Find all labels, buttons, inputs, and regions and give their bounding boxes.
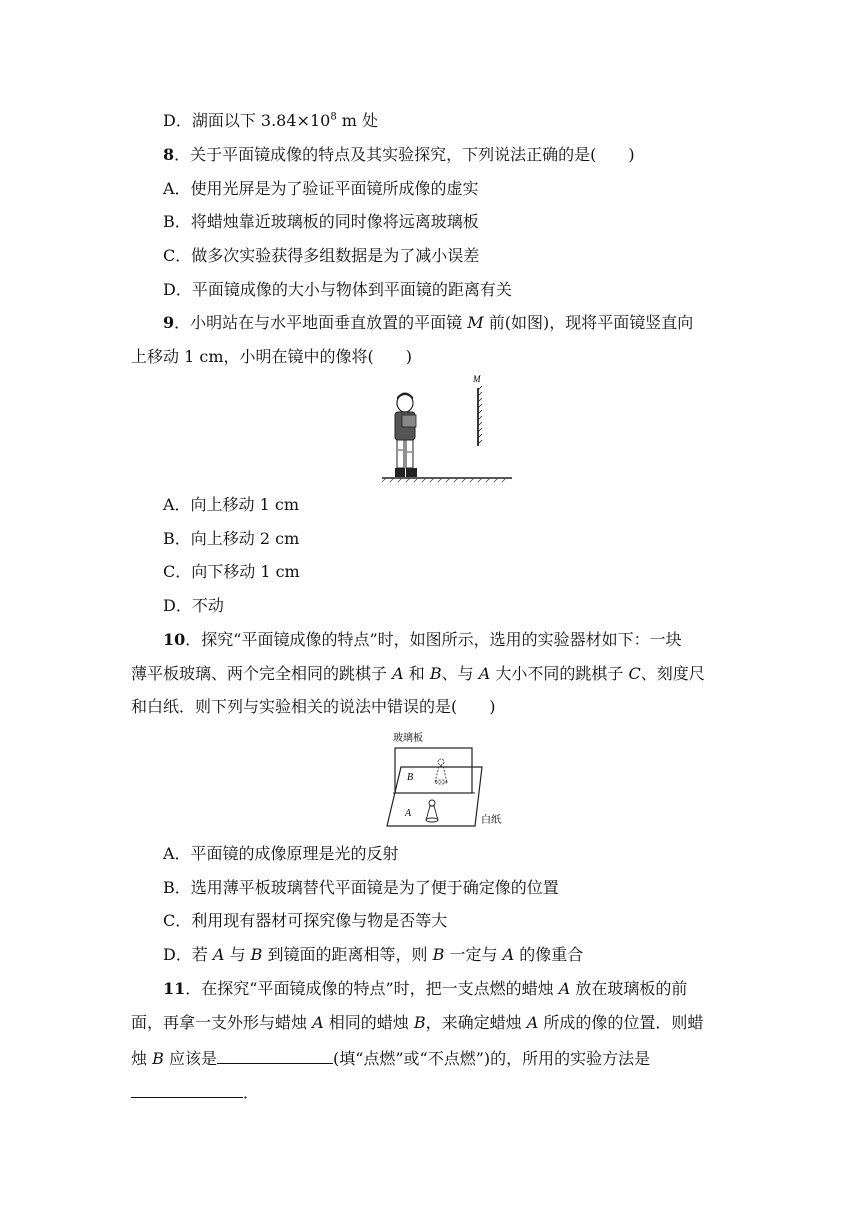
q11-l4-end: ． bbox=[243, 1083, 260, 1102]
label-a: A bbox=[405, 808, 412, 819]
paper-label: 白纸 bbox=[481, 815, 501, 826]
q10-d-4: 一定与 bbox=[444, 945, 503, 964]
q7-option-d-text: D．湖面以下 3.84×10 bbox=[163, 111, 331, 130]
q7-option-d-unit: m 处 bbox=[336, 111, 379, 130]
q10-option-b: B．选用薄平板玻璃替代平面镜是为了便于确定像的位置 bbox=[163, 878, 559, 897]
mirror-label: M bbox=[473, 374, 481, 384]
q10-var-b: B bbox=[429, 664, 442, 683]
q11-l3c: (填“点燃”或“不点燃”)的，所用的实验方法是 bbox=[332, 1049, 651, 1068]
q7-option-d-exponent: 8 bbox=[330, 111, 337, 123]
q7-option-d bbox=[163, 111, 378, 131]
q11-var-a-3: A bbox=[526, 1013, 539, 1032]
q11-var-a: A bbox=[558, 979, 571, 998]
q8-number: 8 bbox=[163, 145, 175, 164]
q11-l1a: ．在探究“平面镜成像的特点”时，把一支点燃的蜡烛 bbox=[185, 979, 559, 998]
q11-var-b: B bbox=[413, 1013, 426, 1032]
q11-stem-line2 bbox=[131, 1013, 703, 1033]
q9-option-c: C．向下移动 1 cm bbox=[163, 562, 300, 581]
q10-number: 10 bbox=[163, 630, 186, 649]
q10-l2d: 大小不同的跳棋子 bbox=[490, 664, 629, 683]
q11-var-b-2: B bbox=[152, 1049, 164, 1068]
q9-option-d: D．不动 bbox=[163, 596, 224, 615]
q10-d-3: 到镜面的距离相等，则 bbox=[262, 945, 433, 964]
q11-l2d: 所成的像的位置．则蜡 bbox=[538, 1013, 704, 1032]
q9-stem-line2: 上移动 1 cm，小明在镜中的像将( ) bbox=[131, 347, 412, 366]
q9-option-b: B．向上移动 2 cm bbox=[163, 529, 300, 548]
q10-l2a: 薄平板玻璃、两个完全相同的跳棋子 bbox=[131, 664, 393, 683]
q10-figure-glass-setup bbox=[385, 728, 515, 830]
q10-var-a2: A bbox=[478, 664, 491, 683]
q10-d-5: 的像重合 bbox=[514, 945, 584, 964]
q11-stem-line1 bbox=[163, 979, 687, 999]
q10-d-var-b: B bbox=[250, 945, 263, 964]
q11-stem-line3 bbox=[131, 1047, 650, 1069]
glass-label: 玻璃板 bbox=[393, 733, 423, 744]
q11-number: 11 bbox=[163, 979, 186, 998]
q10-var-c: C bbox=[628, 664, 641, 683]
q9-stem-line1 bbox=[163, 313, 693, 333]
q10-stem-line2 bbox=[131, 664, 705, 684]
q8-option-c: C．做多次实验获得多组数据是为了减小误差 bbox=[163, 246, 480, 265]
q10-l2c: 、与 bbox=[441, 664, 479, 683]
q9-stem-a: ．小明站在与水平地面垂直放置的平面镜 bbox=[174, 313, 468, 332]
q11-l2c: ，来确定蜡烛 bbox=[425, 1013, 527, 1032]
q8-option-a: A．使用光屏是为了验证平面镜所成像的虚实 bbox=[163, 179, 479, 198]
q10-d-var-a2: A bbox=[502, 945, 515, 964]
q10-d-var-a: A bbox=[212, 945, 225, 964]
q8-option-b: B．将蜡烛靠近玻璃板的同时像将远离玻璃板 bbox=[163, 212, 479, 231]
q10-stem-line1 bbox=[163, 630, 682, 650]
mirror-icon bbox=[478, 386, 482, 446]
piece-a-icon bbox=[426, 800, 438, 822]
q10-d-var-b2: B bbox=[432, 945, 445, 964]
q10-stem-line3: 和白纸．则下列与实验相关的说法中错误的是( ) bbox=[131, 697, 496, 716]
q11-l3b: 应该是 bbox=[163, 1049, 217, 1068]
q10-option-c: C．利用现有器材可探究像与物是否等大 bbox=[163, 911, 448, 930]
q9-stem-mirror-var: M bbox=[467, 313, 484, 332]
q10-var-a: A bbox=[392, 664, 404, 683]
q9-figure-person-mirror bbox=[378, 370, 518, 485]
answer-blank-1[interactable] bbox=[217, 1047, 333, 1064]
q10-option-a: A．平面镜的成像原理是光的反射 bbox=[163, 844, 399, 863]
answer-blank-2[interactable] bbox=[131, 1081, 243, 1098]
q9-number: 9 bbox=[163, 313, 175, 332]
piece-b-image-icon bbox=[435, 759, 447, 784]
person-icon bbox=[395, 393, 417, 478]
q11-l3a: 烛 bbox=[131, 1049, 153, 1068]
glass-plate-icon bbox=[395, 748, 472, 793]
q10-line1-text: ．探究“平面镜成像的特点”时，如图所示，选用的实验器材如下：一块 bbox=[185, 630, 682, 649]
q9-stem-b: 前(如图)，现将平面镜竖直向 bbox=[483, 313, 694, 332]
q11-var-a-2: A bbox=[312, 1013, 324, 1032]
q11-l2b: 相同的蜡烛 bbox=[323, 1013, 414, 1032]
q9-option-a: A．向上移动 1 cm bbox=[163, 495, 300, 514]
q10-d-1: D．若 bbox=[163, 945, 213, 964]
q10-l2b: 和 bbox=[403, 664, 430, 683]
q10-option-d bbox=[163, 945, 583, 965]
q8-option-d: D．平面镜成像的大小与物体到平面镜的距离有关 bbox=[163, 280, 512, 299]
q11-l1b: 放在玻璃板的前 bbox=[570, 979, 688, 998]
q11-stem-line4 bbox=[131, 1081, 259, 1103]
q8-stem-text: ．关于平面镜成像的特点及其实验探究，下列说法正确的是( ) bbox=[174, 145, 635, 164]
q10-l2e: 、刻度尺 bbox=[640, 664, 705, 683]
q11-l2a: 面，再拿一支外形与蜡烛 bbox=[131, 1013, 313, 1032]
q8-stem bbox=[163, 145, 635, 165]
label-b: B bbox=[407, 772, 414, 783]
q10-d-2: 与 bbox=[224, 945, 251, 964]
